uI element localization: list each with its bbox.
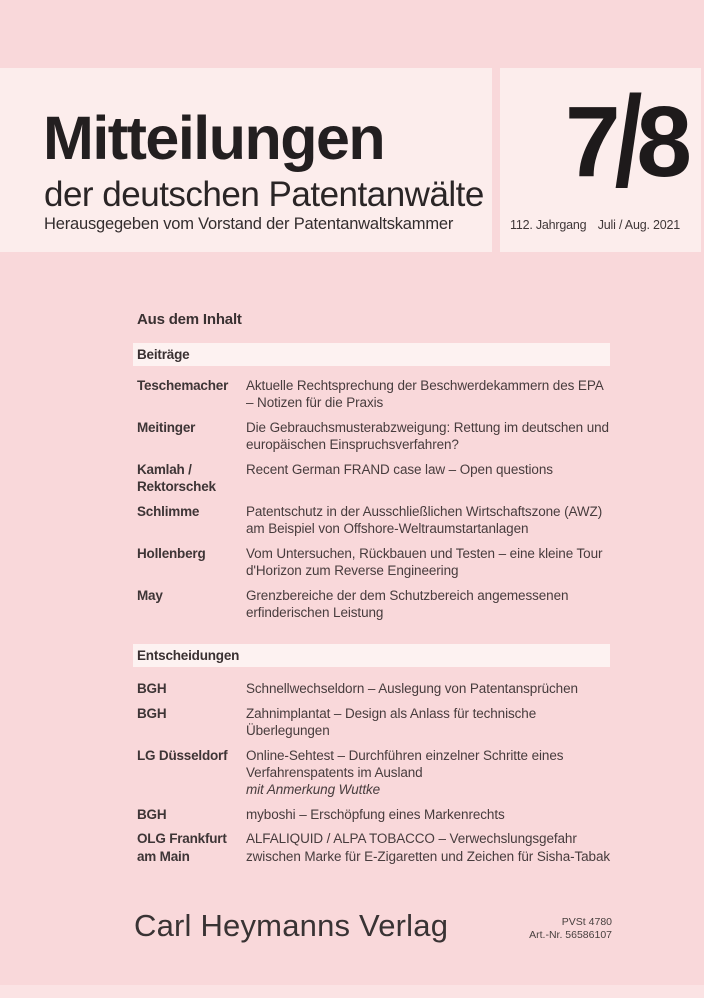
entry-annotation: mit Anmerkung Wuttke [246,782,381,798]
entry-title: Schnellwechseldorn – Auslegung von Patentansprüchen [246,681,578,696]
entry-title [246,747,612,799]
entry-title: Aktuelle Rechtsprechung der Beschwerdekammern des EPA – Notizen für die Praxis [246,378,603,411]
issue-panel [500,68,701,252]
entry-row [137,587,612,621]
journal-tagline: Herausgegeben vom Vorstand der Patentanwaltskammer [44,215,454,233]
pvst-number: PVSt 4780 [561,916,612,928]
entry-author: May [137,587,163,603]
entry-row [137,377,612,411]
entry-row [137,830,612,864]
issue-volume: 112. Jahrgang [510,218,587,232]
entry-title: Grenzbereiche der dem Schutzbereich angemessenen erfinderischen Leistung [246,587,569,620]
entry-row [137,419,612,453]
entry-title: Recent German FRAND case law – Open questions [246,461,553,477]
entry-row [137,503,612,537]
entry-row [137,747,612,799]
contents-heading: Aus dem Inhalt [137,311,242,328]
entry-court: OLG Frankfurt am Main [137,831,227,864]
issue-meta [510,218,680,232]
entry-title: Zahnimplantat – Design als Anlass für technische Überlegungen [246,705,537,738]
masthead-panel [0,68,492,252]
journal-title: Mitteilungen [43,104,385,172]
entry-author: Schlimme [137,503,200,519]
entry-court: LG Düsseldorf [137,747,228,763]
entry-title: myboshi – Erschöpfung eines Markenrechts [246,806,505,822]
publisher-name: Carl Heymanns Verlag [134,908,449,943]
article-number: Art.-Nr. 56586107 [529,929,612,941]
issue-number-left: 7 [564,86,617,198]
issue-date: Juli / Aug. 2021 [597,218,680,232]
entry-row [137,461,612,495]
section-title-beitraege: Beiträge [137,347,190,362]
section-band-entscheidungen [133,644,610,667]
entry-row [137,680,612,697]
entries-beitraege [137,377,612,628]
section-title-entscheidungen: Entscheidungen [137,648,240,663]
print-codes [529,916,612,942]
issue-number-slash: / [614,70,639,214]
issue-number [564,70,688,214]
entry-row [137,545,612,579]
entry-row [137,705,612,739]
entry-author: Meitinger [137,419,196,435]
entry-title: Vom Untersuchen, Rückbauen und Testen – eine kleine Tour d'Horizon zum Reverse Engineering [246,545,603,578]
entry-title-text: Online-Sehtest – Durchführen einzelner Schritte eines Verfahrenspatents im Ausland [246,747,564,780]
entry-title: Patentschutz in der Ausschließlichen Wirtschaftszone (AWZ) am Beispiel von Offshore-Weltraumstartanlagen [246,503,603,536]
entries-entscheidungen [137,680,612,872]
entry-author: Kamlah / Rektorschek [137,461,216,495]
bottom-strip [0,985,704,998]
entry-author: Hollenberg [137,545,206,561]
section-band-beitraege [133,343,610,366]
entry-author: Teschemacher [137,378,229,393]
entry-court: BGH [137,705,167,721]
entry-title: Die Gebrauchsmusterabzweigung: Rettung im deutschen und europäischen Einspruchsverfahren? [246,419,609,453]
entry-court: BGH [137,806,167,822]
entry-title: ALFALIQUID / ALPA TOBACCO – Verwechslungsgefahr zwischen Marke für E-Zigaretten und Zeichen für Sisha-Tabak [246,831,611,864]
journal-subtitle: der deutschen Patentanwälte [44,175,484,214]
issue-number-right: 8 [636,86,688,198]
entry-row [137,806,612,823]
entry-court: BGH [137,681,167,696]
